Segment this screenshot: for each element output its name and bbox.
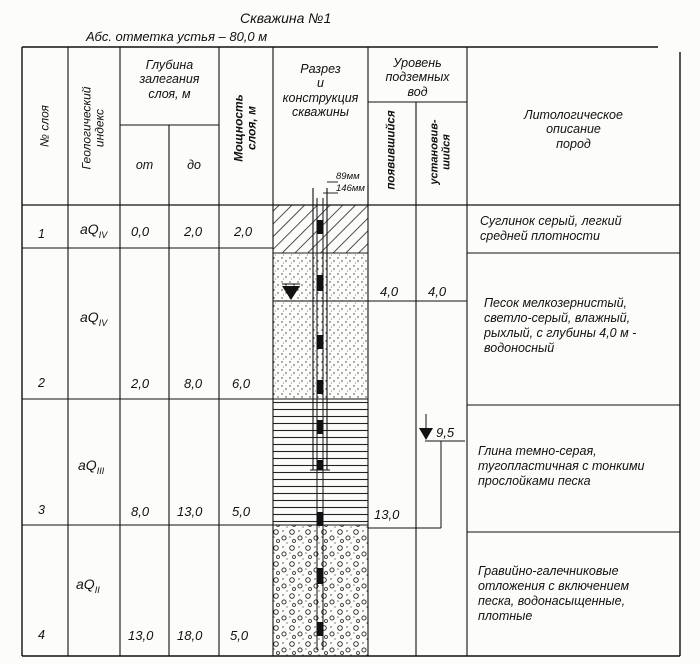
description-3 xyxy=(478,444,645,489)
header-steady-line1: установив- xyxy=(428,119,441,185)
thickness-3: 5,0 xyxy=(232,504,251,519)
appeared-level-3: 13,0 xyxy=(374,507,400,522)
header-depth-line1: Глубина xyxy=(145,58,194,72)
header-section-line1: Разрез xyxy=(300,62,341,76)
geo-index-3 xyxy=(78,457,104,476)
header-layer-no: № слоя xyxy=(37,105,52,147)
geo-index-2 xyxy=(80,309,107,328)
depth-to-4: 18,0 xyxy=(177,628,203,643)
header-groundwater-line1: Уровень xyxy=(393,56,442,70)
depth-to-2: 8,0 xyxy=(184,376,203,391)
depth-from-1: 0,0 xyxy=(131,224,150,239)
layer-no-2: 2 xyxy=(38,376,45,390)
geo-index-1-main: aQ xyxy=(80,221,99,237)
page-title: Скважина №1 xyxy=(240,10,332,26)
header-thickness xyxy=(233,94,260,162)
thickness-1: 2,0 xyxy=(234,224,253,239)
header-depth-from: от xyxy=(135,158,154,172)
description-3-line1: Глина темно-серая, xyxy=(478,444,597,458)
geo-index-2-sub: IV xyxy=(98,317,108,328)
wellhead-elevation: Абс. отметка устья – 80,0 м xyxy=(86,29,268,44)
header-steady-line2: шийся xyxy=(441,134,453,170)
description-2-line2: светло-серый, влажный, xyxy=(484,311,631,325)
header-depth-to: до xyxy=(187,158,201,172)
geo-index-2-main: aQ xyxy=(80,309,99,325)
description-3-line2: тугопластичная с тонкими xyxy=(478,459,645,473)
geo-index-4-sub: II xyxy=(94,584,100,595)
description-3-line3: прослойками песка xyxy=(478,474,591,488)
description-4-line1: Гравийно-галечниковые xyxy=(478,564,619,578)
soil-pattern-gravel xyxy=(273,525,368,656)
header-geo-index xyxy=(81,87,108,170)
thickness-4: 5,0 xyxy=(230,628,249,643)
geo-index-4-main: aQ xyxy=(76,576,95,592)
header-thickness-line2: слоя, м xyxy=(245,106,259,150)
water-level-triangle-icon-2 xyxy=(419,428,433,440)
header-lithology-line3: пород xyxy=(556,136,591,151)
steady-level-2: 4,0 xyxy=(428,284,447,299)
steady-level-3: 9,5 xyxy=(436,425,455,440)
header-section-line2: и xyxy=(317,76,324,91)
depth-from-3: 8,0 xyxy=(131,504,150,519)
thickness-2: 6,0 xyxy=(232,376,251,391)
header-geo-index-line1: Геологический xyxy=(79,86,94,170)
header-thickness-line1: Мощность xyxy=(231,94,246,162)
header-section xyxy=(273,62,368,120)
description-1 xyxy=(480,214,622,244)
description-4-line3: песка, водонасыщенные, xyxy=(478,594,626,608)
description-2-line3: рыхлый, с глубины 4,0 м - xyxy=(484,326,637,340)
depth-to-1: 2,0 xyxy=(184,224,203,239)
description-2 xyxy=(484,296,636,356)
geo-index-3-main: aQ xyxy=(78,457,97,473)
header-depth xyxy=(120,58,219,101)
geo-index-1 xyxy=(80,221,107,240)
layer-no-1: 1 xyxy=(38,227,45,241)
header-steady xyxy=(429,119,454,184)
soil-pattern-sand xyxy=(273,253,368,399)
description-2-line4: водоносный xyxy=(484,341,555,355)
header-section-line3: конструкция xyxy=(282,90,359,105)
appeared-level-2: 4,0 xyxy=(380,284,399,299)
geo-index-1-sub: IV xyxy=(98,229,108,240)
geo-index-3-sub: III xyxy=(96,465,105,476)
description-1-line2: средней плотности xyxy=(480,229,600,243)
header-lithology-line2: описание xyxy=(546,122,601,137)
header-appeared: появившийся xyxy=(385,110,398,190)
depth-to-3: 13,0 xyxy=(177,504,203,519)
geo-index-4 xyxy=(76,576,100,595)
header-section-line4: скважины xyxy=(292,105,349,120)
diameter-89: 89мм xyxy=(336,171,360,182)
header-groundwater xyxy=(368,56,467,99)
layer-no-4: 4 xyxy=(38,628,45,642)
description-2-line1: Песок мелкозернистый, xyxy=(484,296,628,310)
description-4-line4: плотные xyxy=(478,609,533,623)
header-geo-index-line2: индекс xyxy=(93,108,107,148)
header-lithology-line1: Литологическое xyxy=(524,108,623,122)
header-lithology xyxy=(467,108,680,151)
depth-from-2: 2,0 xyxy=(131,376,150,391)
header-groundwater-line3: вод xyxy=(407,84,428,99)
depth-from-4: 13,0 xyxy=(128,628,154,643)
header-depth-line2: залегания xyxy=(139,72,200,87)
header-groundwater-line2: подземных xyxy=(385,70,450,85)
header-depth-line3: слоя, м xyxy=(148,86,191,101)
layer-no-3: 3 xyxy=(38,503,45,517)
description-1-line1: Суглинок серый, легкий xyxy=(480,214,622,228)
diameter-146: 146мм xyxy=(336,183,365,194)
description-4-line2: отложения с включением xyxy=(478,579,630,593)
description-4 xyxy=(478,564,629,624)
